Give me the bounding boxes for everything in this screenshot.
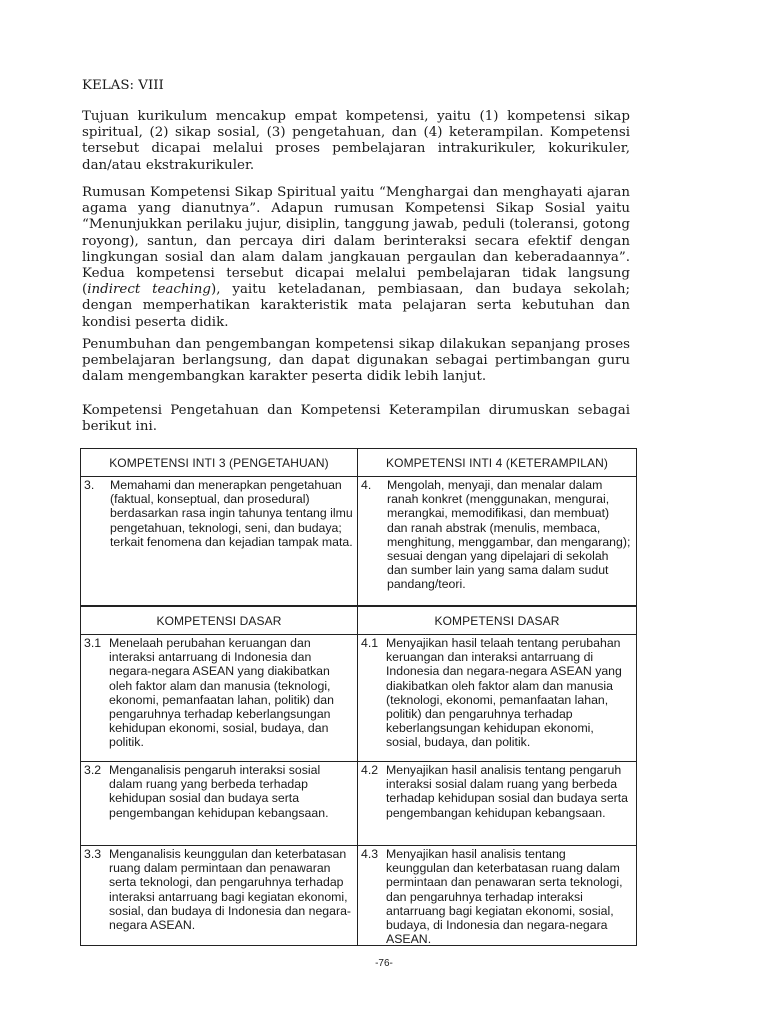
kd-4-1-number: 4.1 bbox=[361, 636, 379, 650]
core-competency-row bbox=[81, 477, 637, 607]
paragraph-attitude-text-2: ), yaitu keteladanan, pembiasaan, dan budaya sekolah; dengan memperhatikan karakteristik mata pelajaran serta kebutuhan dan kondisi peserta didik. bbox=[82, 282, 630, 330]
table-row bbox=[81, 762, 637, 846]
ki4-text: Mengolah, menyaji, dan menalar dalam ranah konkret (menggunakan, mengurai, merangkai, memodifikasi, dan membuat) dan ranah abstrak (menulis, membaca, menghitung, menggambar, dan mengarang); sesuai dengan yang dipelajari di sekolah dan sumber lain yang sama dalam sudut pandang/teori. bbox=[387, 478, 631, 592]
kd-4-1-text: Menyajikan hasil telaah tentang perubahan keruangan dan interaksi antarruang di Indonesia dan negara-negara ASEAN yang diakibatkan oleh faktor alam dan manusia (teknologi, ekonomi, pemanfaatan lahan, politik) dan pengaruhnya terhadap keberlangsungan kehidupan ekonomi, sosial, budaya, dan politik. bbox=[386, 636, 622, 750]
kd-3-3-number: 3.3 bbox=[84, 847, 102, 861]
ki3-number: 3. bbox=[84, 478, 95, 492]
class-heading: KELAS: VIII bbox=[82, 78, 164, 93]
table-row bbox=[81, 635, 637, 762]
page-number: -76- bbox=[375, 958, 393, 969]
ki3-cell bbox=[81, 477, 358, 607]
ki3-header: KOMPETENSI INTI 3 (PENGETAHUAN) bbox=[81, 449, 358, 477]
kd-3-2-number: 3.2 bbox=[84, 763, 102, 777]
paragraph-attitude-competence bbox=[82, 185, 630, 331]
kd-3-3-text: Menganalisis keunggulan dan keterbatasan ruang dalam permintaan dan penawaran serta teknologi, dan pengaruhnya terhadap interaksi antarruang bagi kegiatan ekonomi, sosial, dan budaya di Indonesia dan negara-negara ASEAN. bbox=[109, 847, 352, 933]
ki3-text: Memahami dan menerapkan pengetahuan (faktual, konseptual, dan prosedural) berdasarkan rasa ingin tahunya tentang ilmu pengetahuan, teknologi, seni, dan budaya; terkait fenomena dan kejadian tampak mata. bbox=[110, 478, 353, 549]
kd-header-right: KOMPETENSI DASAR bbox=[358, 606, 637, 635]
table-row bbox=[81, 846, 637, 946]
paragraph-attitude-development: Penumbuhan dan pengembangan kompetensi sikap dilakukan sepanjang proses pembelajaran berlangsung, dan dapat digunakan sebagai pertimbangan guru dalam mengembangkan karakter peserta didik lebih lanjut. bbox=[82, 337, 630, 385]
kd-3-3-cell bbox=[81, 846, 358, 946]
kd-header-left: KOMPETENSI DASAR bbox=[81, 606, 358, 635]
kd-4-2-text: Menyajikan hasil analisis tentang pengaruh interaksi sosial dalam ruang yang berbeda terhadap kehidupan sosial dan budaya serta pengembangan kehidupan kebangsaan. bbox=[386, 763, 629, 820]
paragraph-attitude-italic: indirect teaching bbox=[87, 282, 211, 298]
paragraph-attitude-text-1: Rumusan Kompetensi Sikap Spiritual yaitu “Menghargai dan menghayati ajaran agama yang dianutnya”. Adapun rumusan Kompetensi Sikap Sosial yaitu “Menunjukkan perilaku jujur, disiplin, tanggung jawab, peduli (toleransi, gotong royong), santun, dan percaya diri dalam berinteraksi secara efektif dengan lingkungan sosial dan alam dalam jangkauan pergaulan dan keberadaannya”. Kedua kompetensi tersebut dicapai melalui pembelajaran tidak langsung ( bbox=[82, 185, 630, 298]
paragraph-knowledge-skills-intro: Kompetensi Pengetahuan dan Kompetensi Keterampilan dirumuskan sebagai berikut ini. bbox=[82, 403, 630, 435]
kd-3-2-text: Menganalisis pengaruh interaksi sosial dalam ruang yang berbeda terhadap kehidupan sosial dan budaya serta pengembangan kehidupan kebangsaan. bbox=[109, 763, 329, 820]
kd-4-2-cell bbox=[358, 762, 637, 846]
core-competency-header-row bbox=[81, 449, 637, 477]
basic-competency-header-row bbox=[81, 606, 637, 635]
kd-3-2-cell bbox=[81, 762, 358, 846]
ki4-header: KOMPETENSI INTI 4 (KETERAMPILAN) bbox=[358, 449, 637, 477]
kd-3-1-cell bbox=[81, 635, 358, 762]
kd-3-1-number: 3.1 bbox=[84, 636, 102, 650]
kd-4-3-number: 4.3 bbox=[361, 847, 379, 861]
paragraph-curriculum-goals: Tujuan kurikulum mencakup empat kompetensi, yaitu (1) kompetensi sikap spiritual, (2) sikap sosial, (3) pengetahuan, dan (4) keterampilan. Kompetensi tersebut dicapai melalui proses pembelajaran intrakurikuler, kokurikuler, dan/atau ekstrakurikuler. bbox=[82, 109, 630, 173]
ki4-number: 4. bbox=[361, 478, 372, 492]
kd-4-3-cell bbox=[358, 846, 637, 946]
kd-3-1-text: Menelaah perubahan keruangan dan interaksi antarruang di Indonesia dan negara-negara ASEAN yang diakibatkan oleh faktor alam dan manusia (teknologi, ekonomi, pemanfaatan lahan, politik) dan pengaruhnya terhadap keberlangsungan kehidupan ekonomi, sosial, budaya, dan politik. bbox=[109, 636, 334, 750]
kd-4-1-cell bbox=[358, 635, 637, 762]
competency-table bbox=[80, 448, 637, 946]
kd-4-3-text: Menyajikan hasil analisis tentang keunggulan dan keterbatasan ruang dalam permintaan dan penawaran serta teknologi, dan pengaruhnya terhadap interaksi antarruang bagi kegiatan ekonomi, sosial, budaya, di Indonesia dan negara-negara ASEAN. bbox=[386, 847, 623, 947]
kd-4-2-number: 4.2 bbox=[361, 763, 379, 777]
ki4-cell bbox=[358, 477, 637, 607]
